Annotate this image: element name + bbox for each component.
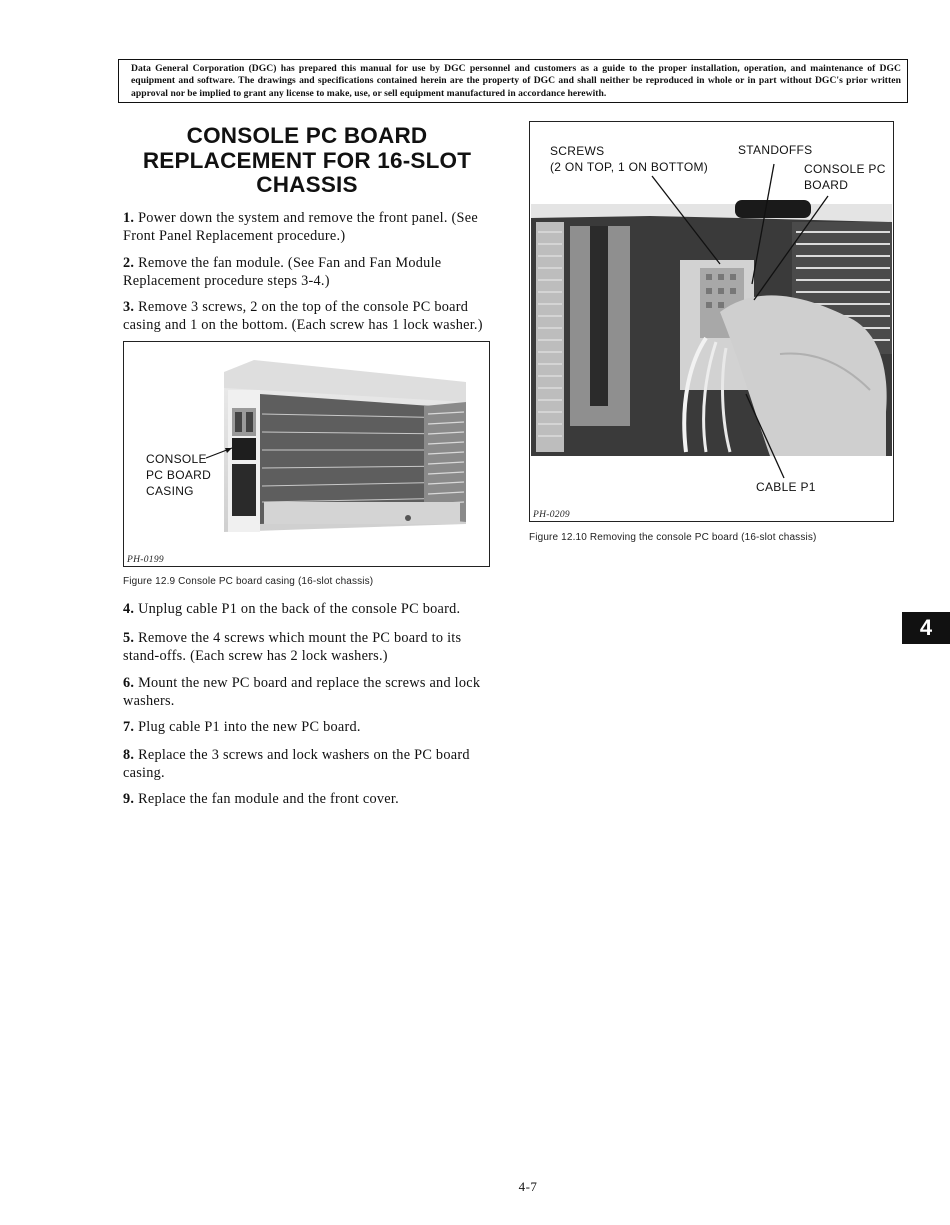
- step-text: Remove the 4 screws which mount the PC board to its stand-offs. (Each screw has 2 lock washers.): [123, 630, 462, 664]
- figure-caption: Figure 12.10 Removing the console PC board (16-slot chassis): [529, 532, 817, 543]
- step-number: 4.: [123, 601, 135, 617]
- chapter-tab: 4: [902, 612, 950, 644]
- step-number: 2.: [123, 255, 135, 271]
- step-5: [123, 630, 495, 665]
- figure-console-casing: [123, 341, 490, 567]
- step-4: [123, 601, 495, 619]
- step-text: Plug cable P1 into the new PC board.: [138, 719, 361, 735]
- step-2: [123, 255, 495, 290]
- step-7: [123, 719, 495, 737]
- step-6: [123, 675, 495, 710]
- photo-id: PH-0199: [127, 555, 164, 565]
- step-8: [123, 747, 495, 782]
- step-text: Replace the 3 screws and lock washers on the PC board casing.: [123, 747, 470, 781]
- step-9: [123, 791, 495, 809]
- page-number: 4-7: [518, 1179, 538, 1194]
- step-number: 1.: [123, 210, 135, 226]
- step-number: 3.: [123, 299, 135, 315]
- callout-screws: SCREWS (2 ON TOP, 1 ON BOTTOM): [550, 144, 709, 174]
- figure-caption: Figure 12.9 Console PC board casing (16-slot chassis): [123, 576, 374, 587]
- photo-id: PH-0209: [533, 510, 570, 520]
- section-heading-line-2: REPLACEMENT FOR 16-SLOT: [142, 147, 472, 173]
- step-text: Mount the new PC board and replace the screws and lock washers.: [123, 675, 481, 709]
- step-1: [123, 210, 495, 245]
- step-number: 9.: [123, 791, 135, 807]
- step-number: 6.: [123, 675, 135, 691]
- figure-removing-console-board: [529, 121, 894, 522]
- step-number: 7.: [123, 719, 135, 735]
- step-3: [123, 299, 495, 334]
- callout-console-pc-board: CONSOLE PC BOARD: [804, 162, 886, 192]
- section-heading-line-1: CONSOLE PC BOARD: [186, 123, 428, 148]
- callout-console-pc-board-casing: CONSOLE PC BOARD CASING: [146, 452, 212, 498]
- copyright-notice: Data General Corporation (DGC) has prepared this manual for use by DGC personnel and customers as a guide to the proper installation, operation, and maintenance of DGC equipment and software. The drawings and specifications contained herein are the property of DGC and shall neither be reproduced in whole or in part without DGC's prior written approval nor be implied to grant any license to make, use, or sell equipment manufactured in accordance herewith.: [118, 59, 908, 103]
- callout-standoffs: STANDOFFS: [738, 143, 813, 157]
- section-heading-line-3: CHASSIS: [256, 172, 358, 197]
- step-text: Remove the fan module. (See Fan and Fan Module Replacement procedure steps 3-4.): [123, 255, 442, 289]
- section-heading: [128, 124, 486, 198]
- callout-cable-p1: CABLE P1: [756, 480, 816, 494]
- step-number: 8.: [123, 747, 135, 763]
- step-text: Replace the fan module and the front cover.: [138, 791, 399, 807]
- step-text: Power down the system and remove the front panel. (See Front Panel Replacement procedure.): [123, 210, 478, 244]
- step-text: Unplug cable P1 on the back of the console PC board.: [138, 601, 461, 617]
- step-number: 5.: [123, 630, 135, 646]
- step-text: Remove 3 screws, 2 on the top of the console PC board casing and 1 on the bottom. (Each screw has 1 lock washer.): [123, 299, 483, 333]
